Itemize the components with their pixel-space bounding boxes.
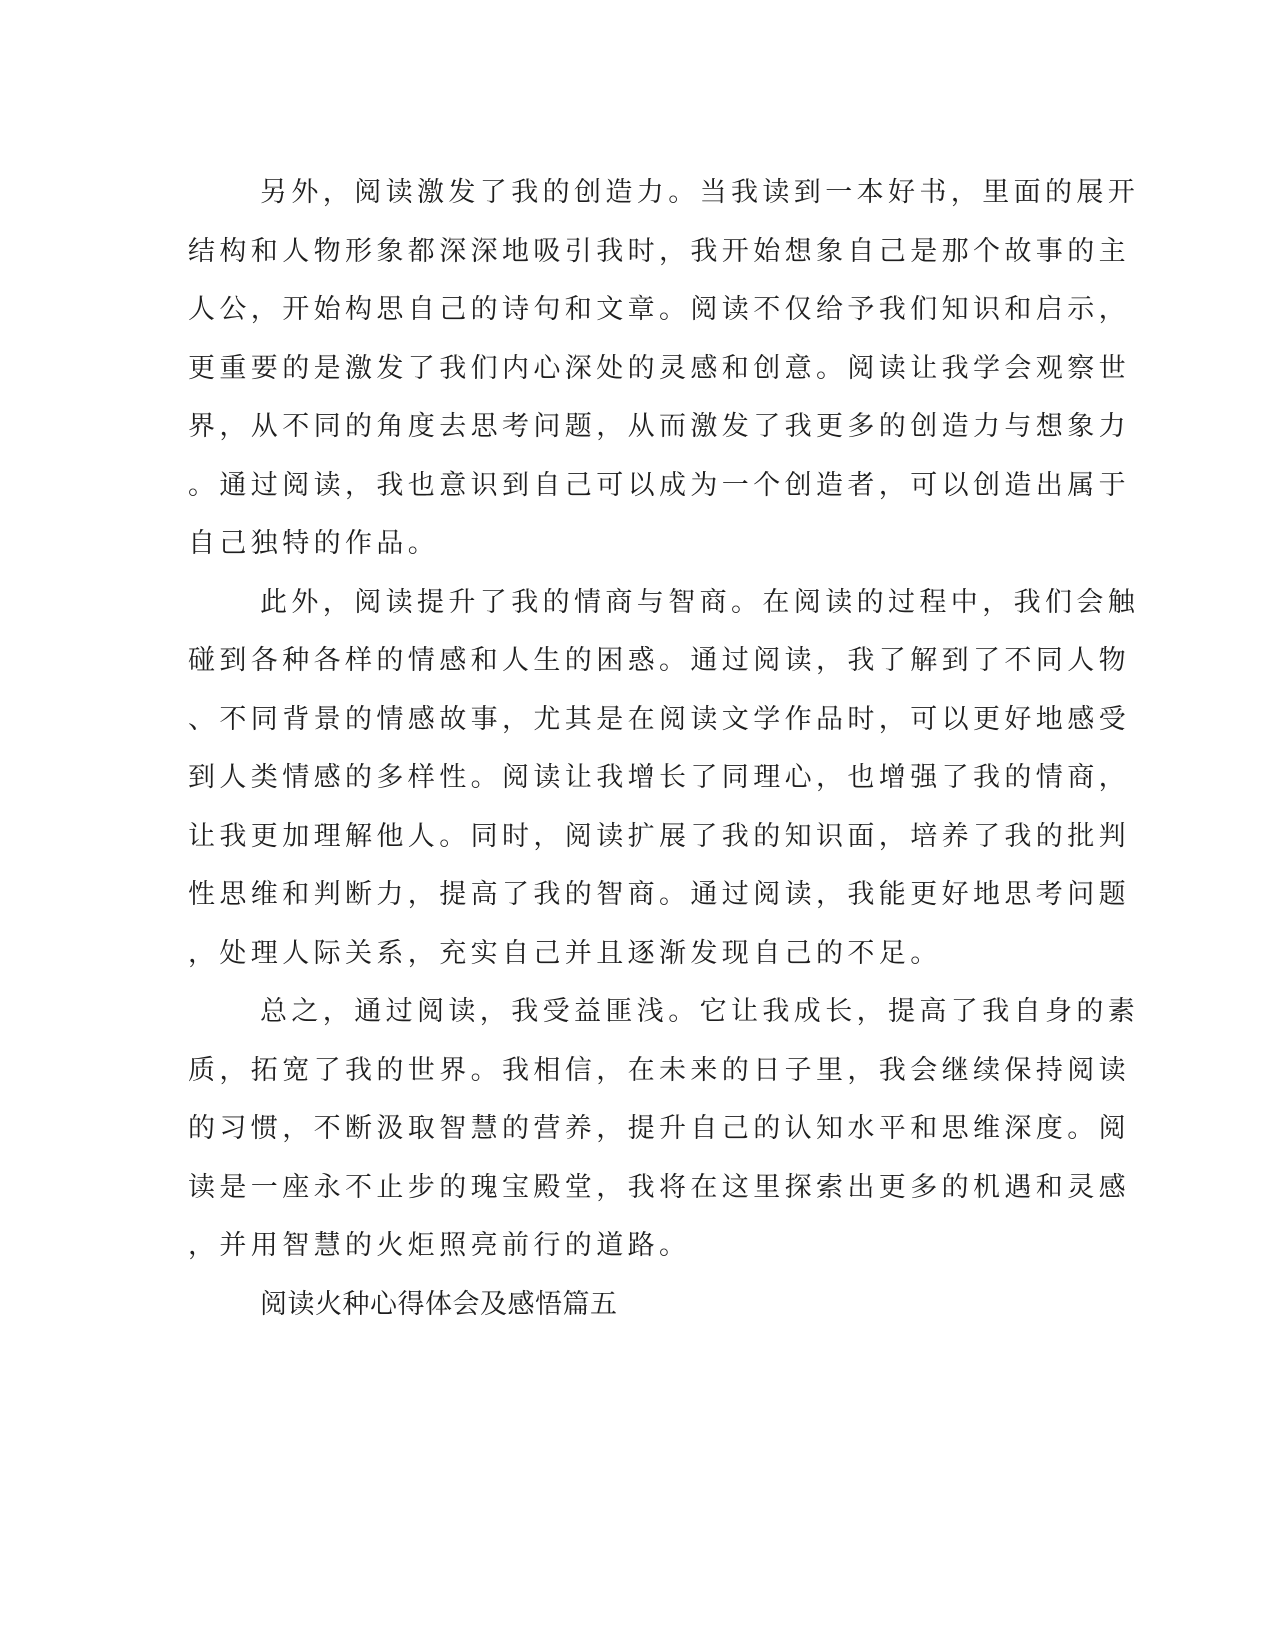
text-line: 此外，阅读提升了我的情商与智商。在阅读的过程中，我们会触 (260, 586, 1140, 618)
text-line: 更重要的是激发了我们内心深处的灵感和创意。阅读让我学会观察世 (188, 352, 1130, 384)
text-line: 人公，开始构思自己的诗句和文章。阅读不仅给予我们知识和启示， (188, 294, 1130, 325)
text-line: 另外，阅读激发了我的创造力。当我读到一本好书，里面的展开 (260, 177, 1140, 208)
text-line: ，并用智慧的火炬照亮前行的道路。 (188, 1230, 691, 1261)
section-heading: 阅读火种心得体会及感悟篇五 (260, 1288, 618, 1320)
text-line: 界，从不同的角度去思考问题，从而激发了我更多的创造力与想象力 (188, 411, 1130, 442)
paragraph-conclusion (188, 983, 1140, 1276)
text-line: 。通过阅读，我也意识到自己可以成为一个创造者，可以创造出属于 (188, 469, 1130, 501)
text-line: 让我更加理解他人。同时，阅读扩展了我的知识面，培养了我的批判 (188, 820, 1130, 852)
text-line: 总之，通过阅读，我受益匪浅。它让我成长，提高了我自身的素 (260, 996, 1140, 1027)
text-line: 的习惯，不断汲取智慧的营养，提升自己的认知水平和思维深度。阅 (188, 1113, 1130, 1144)
text-line: 结构和人物形象都深深地吸引我时，我开始想象自己是那个故事的主 (188, 235, 1130, 267)
text-line: 性思维和判断力，提高了我的智商。通过阅读，我能更好地思考问题 (188, 879, 1130, 910)
text-line: 自己独特的作品。 (188, 528, 440, 559)
text-line: 碰到各种各样的情感和人生的困惑。通过阅读，我了解到了不同人物 (188, 645, 1130, 676)
paragraph-eq-iq (188, 574, 1140, 984)
text-line: 读是一座永不止步的瑰宝殿堂，我将在这里探索出更多的机遇和灵感 (188, 1171, 1130, 1203)
paragraph-creativity (188, 164, 1140, 574)
document-body (188, 164, 1140, 1334)
text-line: 质，拓宽了我的世界。我相信，在未来的日子里，我会继续保持阅读 (188, 1054, 1130, 1086)
text-line: 到人类情感的多样性。阅读让我增长了同理心，也增强了我的情商， (188, 762, 1130, 793)
text-line: ，处理人际关系，充实自己并且逐渐发现自己的不足。 (188, 937, 942, 969)
text-line: 、不同背景的情感故事，尤其是在阅读文学作品时，可以更好地感受 (188, 703, 1130, 735)
